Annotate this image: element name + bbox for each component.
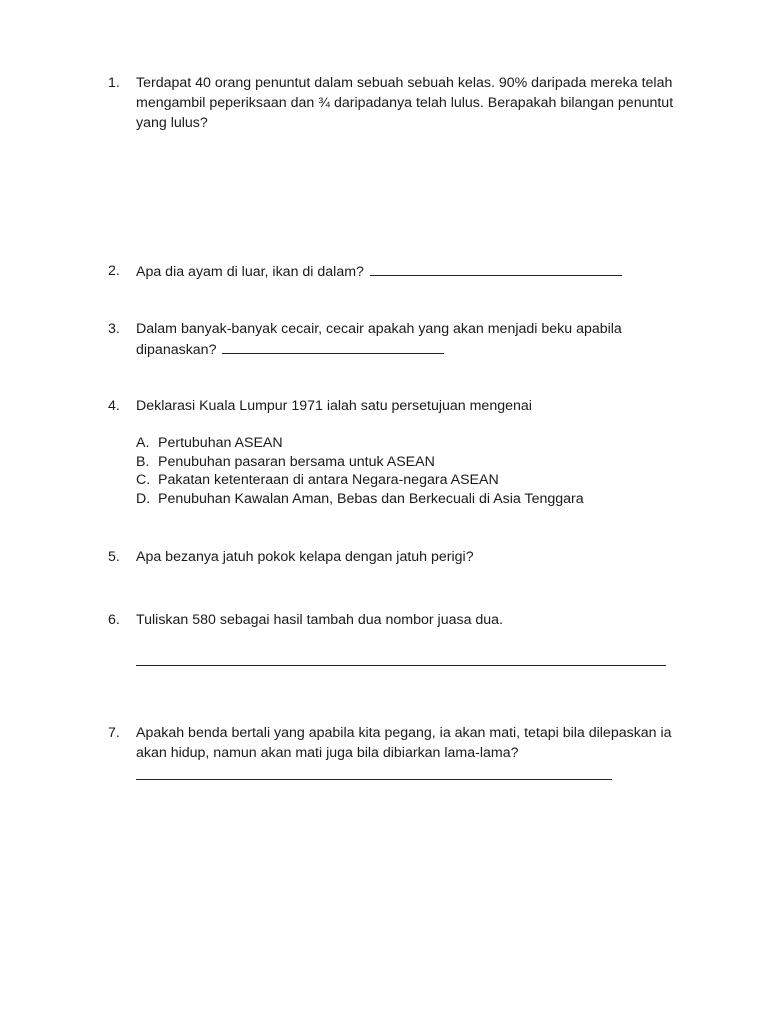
question-text-line: Dalam banyak-banyak cecair, cecair apakah yang akan menjadi beku apabila — [136, 321, 622, 337]
option-letter: B. — [136, 453, 150, 470]
question-text-line: dipanaskan? — [136, 342, 217, 358]
option-b[interactable] — [136, 453, 708, 472]
option-text: Penubuhan Kawalan Aman, Bebas dan Berkecuali di Asia Tenggara — [158, 490, 584, 507]
question-7 — [108, 723, 708, 763]
question-4 — [108, 396, 708, 508]
question-number: 6. — [108, 612, 120, 628]
question-5 — [108, 547, 708, 567]
answer-blank[interactable] — [370, 261, 622, 276]
option-text: Pertubuhan ASEAN — [158, 435, 283, 451]
answer-line[interactable] — [136, 778, 612, 780]
question-number: 7. — [108, 725, 120, 741]
question-text-line: yang lulus? — [136, 115, 208, 131]
option-letter: D. — [136, 490, 151, 507]
option-d[interactable] — [136, 490, 708, 509]
question-number: 1. — [108, 75, 120, 91]
answer-blank[interactable] — [222, 339, 444, 354]
question-text-line: Terdapat 40 orang penuntut dalam sebuah sebuah kelas. 90% daripada mereka telah — [136, 75, 673, 91]
question-text: Apa dia ayam di luar, ikan di dalam? — [136, 264, 364, 280]
question-text: Tuliskan 580 sebagai hasil tambah dua nombor juasa dua. — [136, 612, 504, 628]
question-text: Deklarasi Kuala Lumpur 1971 ialah satu persetujuan mengenai — [136, 398, 532, 414]
option-letter: C. — [136, 472, 151, 488]
question-2 — [108, 261, 708, 282]
option-text: Penubuhan pasaran bersama untuk ASEAN — [158, 453, 435, 470]
option-a[interactable] — [136, 434, 708, 453]
question-text: Apa bezanya jatuh pokok kelapa dengan jatuh perigi? — [136, 549, 474, 565]
question-text-line: Apakah benda bertali yang apabila kita pegang, ia akan mati, tetapi bila dilepaskan ia — [136, 725, 672, 741]
question-6 — [108, 610, 708, 630]
question-number: 3. — [108, 321, 120, 337]
option-letter: A. — [136, 435, 150, 451]
question-1 — [108, 73, 708, 133]
question-number: 4. — [108, 398, 120, 414]
answer-options — [136, 434, 708, 508]
question-number: 2. — [108, 263, 120, 279]
option-text: Pakatan ketenteraan di antara Negara-negara ASEAN — [158, 472, 499, 488]
question-number: 5. — [108, 549, 120, 565]
question-text-line: akan hidup, namun akan mati juga bila dibiarkan lama-lama? — [136, 745, 519, 761]
answer-line[interactable] — [136, 664, 666, 666]
option-c[interactable] — [136, 471, 708, 490]
question-3 — [108, 319, 708, 360]
question-text-line: mengambil peperiksaan dan ¾ daripadanya telah lulus. Berapakah bilangan penuntut — [136, 95, 674, 111]
